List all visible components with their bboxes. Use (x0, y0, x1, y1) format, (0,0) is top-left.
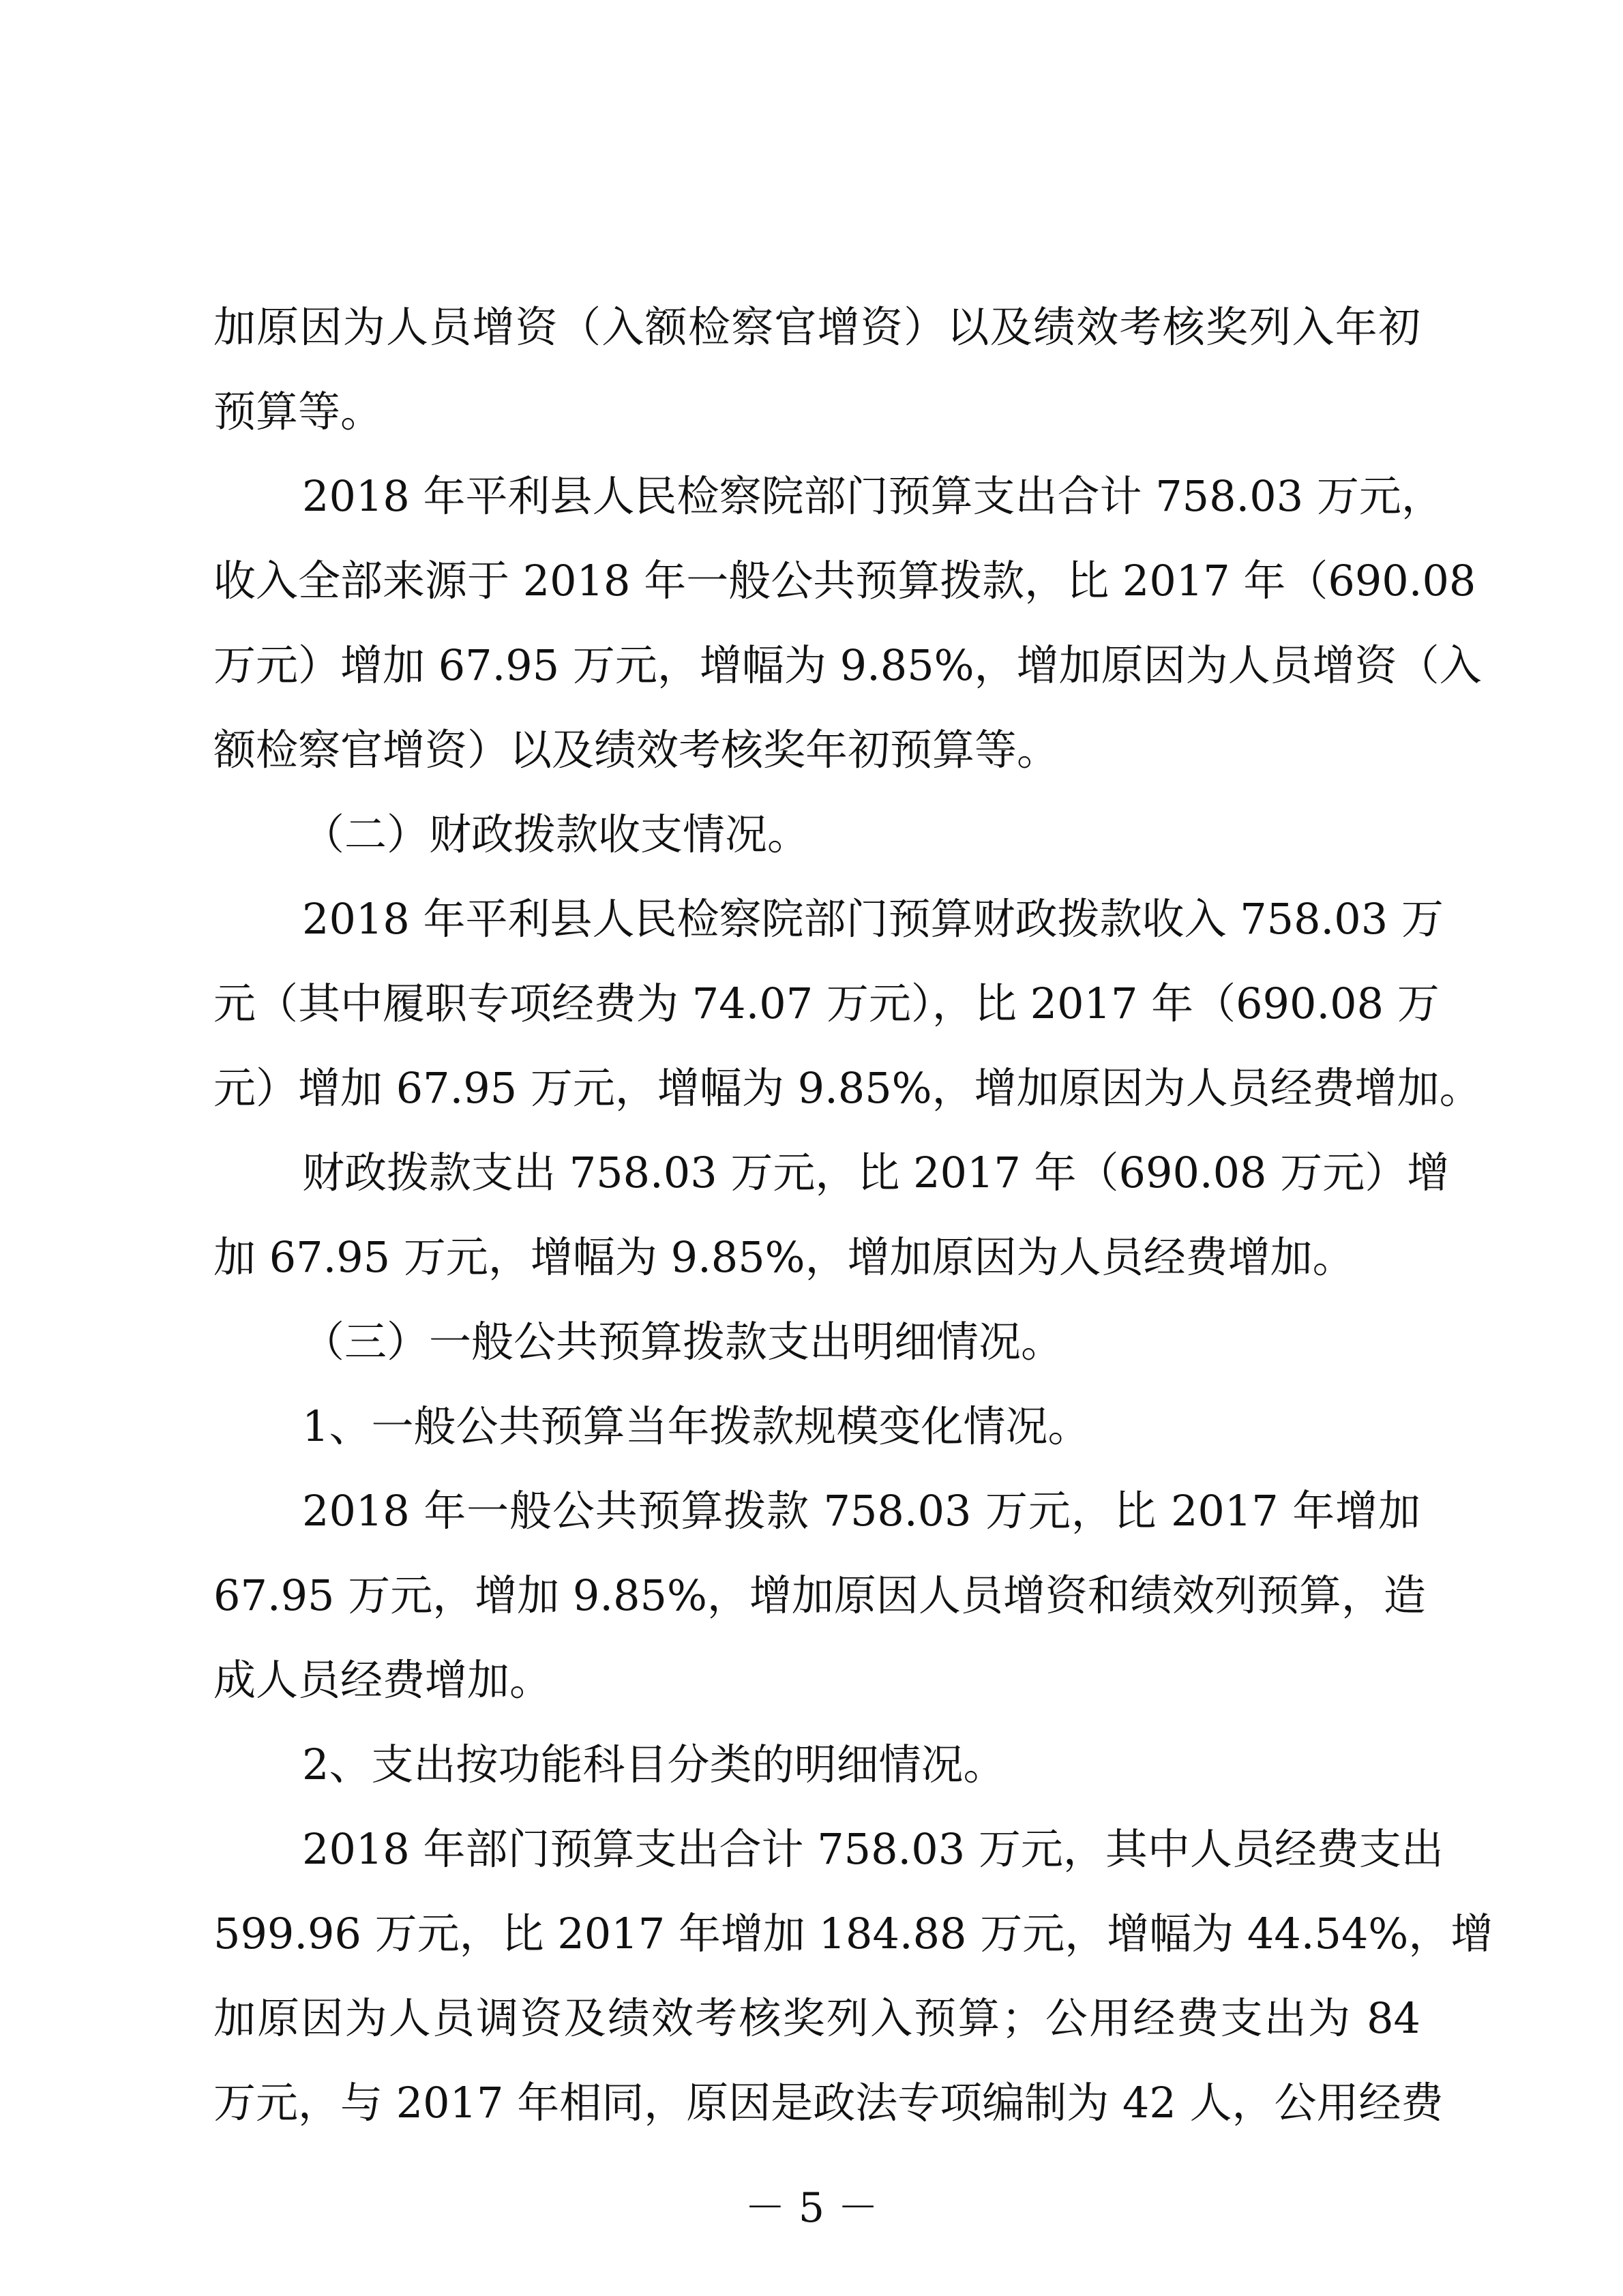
subsection-heading: 2、支出按功能科目分类的明细情况。 (302, 1740, 1006, 1789)
section-heading: （二）财政拨款收支情况。 (302, 809, 810, 859)
text-line: 预算等。 (213, 387, 383, 436)
text-line: 万元）增加 67.95 万元，增幅为 9.85%，增加原因为人员增资（入 (213, 640, 1482, 690)
text-line: 元）增加 67.95 万元，增幅为 9.85%，增加原因为人员经费增加。 (213, 1063, 1482, 1113)
subsection-heading: 1、一般公共预算当年拨款规模变化情况。 (302, 1401, 1090, 1451)
text-line: 成人员经费增加。 (213, 1655, 552, 1705)
paragraph-start-line: 2018 年部门预算支出合计 758.03 万元，其中人员经费支出 (302, 1824, 1444, 1874)
text-line: 万元，与 2017 年相同，原因是政法专项编制为 42 人，公用经费 (213, 2078, 1444, 2128)
paragraph-start-line: 财政拨款支出 758.03 万元，比 2017 年（690.08 万元）增 (302, 1148, 1450, 1197)
paragraph-start-line: 2018 年平利县人民检察院部门预算财政拨款收入 758.03 万 (302, 894, 1444, 944)
text-line: 额检察官增资）以及绩效考核奖年初预算等。 (213, 725, 1060, 775)
section-heading: （三）一般公共预算拨款支出明细情况。 (302, 1317, 1064, 1367)
text-line: 加原因为人员调资及绩效考核奖列入预算；公用经费支出为 84 (213, 1993, 1420, 2043)
text-line: 收入全部来源于 2018 年一般公共预算拨款，比 2017 年（690.08 (213, 556, 1476, 606)
page-number: － 5 － (744, 2184, 879, 2232)
paragraph-start-line: 2018 年一般公共预算拨款 758.03 万元，比 2017 年增加 (302, 1486, 1420, 1536)
paragraph-start-line: 2018 年平利县人民检察院部门预算支出合计 758.03 万元， (302, 471, 1444, 521)
text-line: 67.95 万元，增加 9.85%，增加原因人员增资和绩效列预算，造 (213, 1570, 1426, 1620)
text-line: 加原因为人员增资（入额检察官增资）以及绩效考核奖列入年初 (213, 302, 1420, 352)
text-line: 加 67.95 万元，增幅为 9.85%，增加原因为人员经费增加。 (213, 1232, 1355, 1282)
text-line: 599.96 万元，比 2017 年增加 184.88 万元，增幅为 44.54%，增 (213, 1909, 1493, 1958)
text-line: 元（其中履职专项经费为 74.07 万元），比 2017 年（690.08 万 (213, 979, 1440, 1028)
